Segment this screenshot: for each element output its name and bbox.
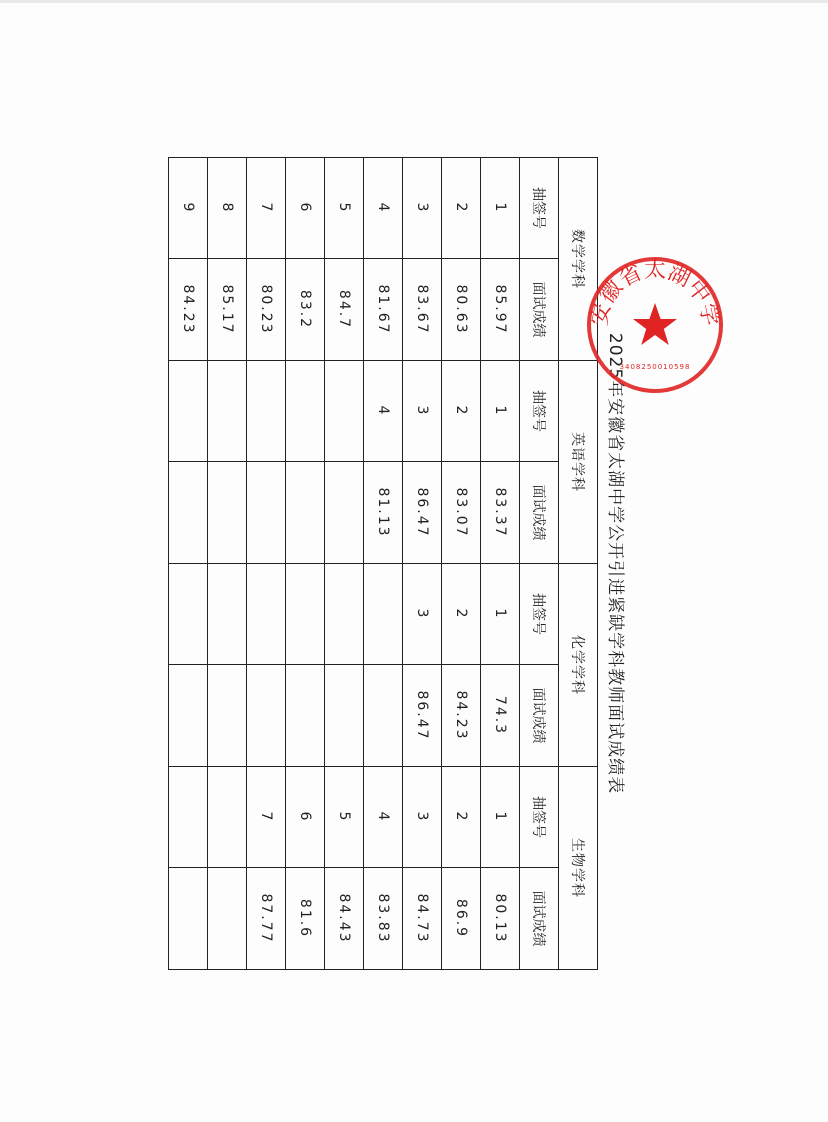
draw-number-cell: 4 xyxy=(364,158,403,259)
header-draw-number: 抽签号 xyxy=(520,361,559,462)
draw-number-cell xyxy=(247,361,286,462)
table-row xyxy=(208,158,247,970)
score-cell xyxy=(286,665,325,767)
header-row xyxy=(520,158,559,970)
score-cell xyxy=(325,462,364,564)
subject-row xyxy=(559,158,598,970)
header-interview-score: 面试成绩 xyxy=(520,665,559,767)
draw-number-cell xyxy=(364,564,403,665)
subject-english: 英语学科 xyxy=(559,361,598,564)
score-cell xyxy=(247,665,286,767)
score-cell xyxy=(208,868,247,970)
score-cell: 86.47 xyxy=(403,462,442,564)
score-table xyxy=(168,157,638,970)
draw-number-cell: 9 xyxy=(169,158,208,259)
score-cell xyxy=(247,462,286,564)
score-cell xyxy=(169,868,208,970)
score-cell: 74.3 xyxy=(481,665,520,767)
score-cell xyxy=(169,462,208,564)
score-cell: 83.2 xyxy=(286,259,325,361)
table-body xyxy=(169,158,520,970)
table-row xyxy=(247,158,286,970)
table-row xyxy=(442,158,481,970)
draw-number-cell: 8 xyxy=(208,158,247,259)
table-row xyxy=(403,158,442,970)
draw-number-cell xyxy=(208,361,247,462)
score-cell xyxy=(325,665,364,767)
draw-number-cell: 3 xyxy=(403,767,442,868)
draw-number-cell xyxy=(286,564,325,665)
draw-number-cell: 2 xyxy=(442,564,481,665)
table-row xyxy=(364,158,403,970)
table-row xyxy=(481,158,520,970)
draw-number-cell xyxy=(169,361,208,462)
score-cell: 84.7 xyxy=(325,259,364,361)
score-cell: 86.47 xyxy=(403,665,442,767)
score-cell: 85.97 xyxy=(481,259,520,361)
score-cell: 84.23 xyxy=(442,665,481,767)
score-cell xyxy=(208,462,247,564)
header-interview-score: 面试成绩 xyxy=(520,462,559,564)
draw-number-cell: 7 xyxy=(247,767,286,868)
draw-number-cell: 6 xyxy=(286,767,325,868)
score-cell: 84.23 xyxy=(169,259,208,361)
draw-number-cell xyxy=(325,361,364,462)
scan-edge xyxy=(0,0,828,3)
header-draw-number: 抽签号 xyxy=(520,158,559,259)
header-draw-number: 抽签号 xyxy=(520,767,559,868)
draw-number-cell xyxy=(286,361,325,462)
draw-number-cell: 1 xyxy=(481,564,520,665)
seal-text: 安徽省太湖中学 xyxy=(587,258,723,328)
score-cell xyxy=(364,665,403,767)
draw-number-cell: 1 xyxy=(481,767,520,868)
seal-serial: 3408250010598 xyxy=(619,363,691,371)
score-cell: 80.23 xyxy=(247,259,286,361)
draw-number-cell: 5 xyxy=(325,158,364,259)
score-cell: 81.13 xyxy=(364,462,403,564)
table-row xyxy=(286,158,325,970)
score-cell: 83.67 xyxy=(403,259,442,361)
subject-math: 数学学科 xyxy=(559,158,598,361)
score-cell: 86.9 xyxy=(442,868,481,970)
score-cell: 85.17 xyxy=(208,259,247,361)
score-cell: 84.73 xyxy=(403,868,442,970)
draw-number-cell: 3 xyxy=(403,361,442,462)
header-interview-score: 面试成绩 xyxy=(520,868,559,970)
draw-number-cell xyxy=(169,767,208,868)
score-cell: 83.37 xyxy=(481,462,520,564)
score-cell xyxy=(286,462,325,564)
star-icon xyxy=(633,303,677,345)
score-cell: 83.83 xyxy=(364,868,403,970)
score-cell: 83.07 xyxy=(442,462,481,564)
draw-number-cell: 2 xyxy=(442,767,481,868)
draw-number-cell: 7 xyxy=(247,158,286,259)
title-row xyxy=(598,158,639,970)
table-row xyxy=(169,158,208,970)
draw-number-cell xyxy=(325,564,364,665)
score-cell xyxy=(208,665,247,767)
draw-number-cell xyxy=(208,564,247,665)
score-cell: 84.43 xyxy=(325,868,364,970)
score-cell: 80.63 xyxy=(442,259,481,361)
table-row xyxy=(325,158,364,970)
draw-number-cell: 6 xyxy=(286,158,325,259)
draw-number-cell: 3 xyxy=(403,158,442,259)
score-cell xyxy=(169,665,208,767)
draw-number-cell: 1 xyxy=(481,158,520,259)
header-draw-number: 抽签号 xyxy=(520,564,559,665)
draw-number-cell xyxy=(247,564,286,665)
subject-chemistry: 化学学科 xyxy=(559,564,598,767)
draw-number-cell: 4 xyxy=(364,361,403,462)
subject-biology: 生物学科 xyxy=(559,767,598,970)
score-cell: 81.6 xyxy=(286,868,325,970)
draw-number-cell: 3 xyxy=(403,564,442,665)
header-interview-score: 面试成绩 xyxy=(520,259,559,361)
score-sheet xyxy=(180,157,638,969)
draw-number-cell xyxy=(169,564,208,665)
draw-number-cell: 2 xyxy=(442,361,481,462)
score-cell: 87.77 xyxy=(247,868,286,970)
draw-number-cell: 4 xyxy=(364,767,403,868)
draw-number-cell: 1 xyxy=(481,361,520,462)
draw-number-cell: 5 xyxy=(325,767,364,868)
score-cell: 81.67 xyxy=(364,259,403,361)
draw-number-cell: 2 xyxy=(442,158,481,259)
score-cell: 80.13 xyxy=(481,868,520,970)
draw-number-cell xyxy=(208,767,247,868)
document-title: 2025年安徽省太湖中学公开引进紧缺学科教师面试成绩表 xyxy=(605,332,626,795)
